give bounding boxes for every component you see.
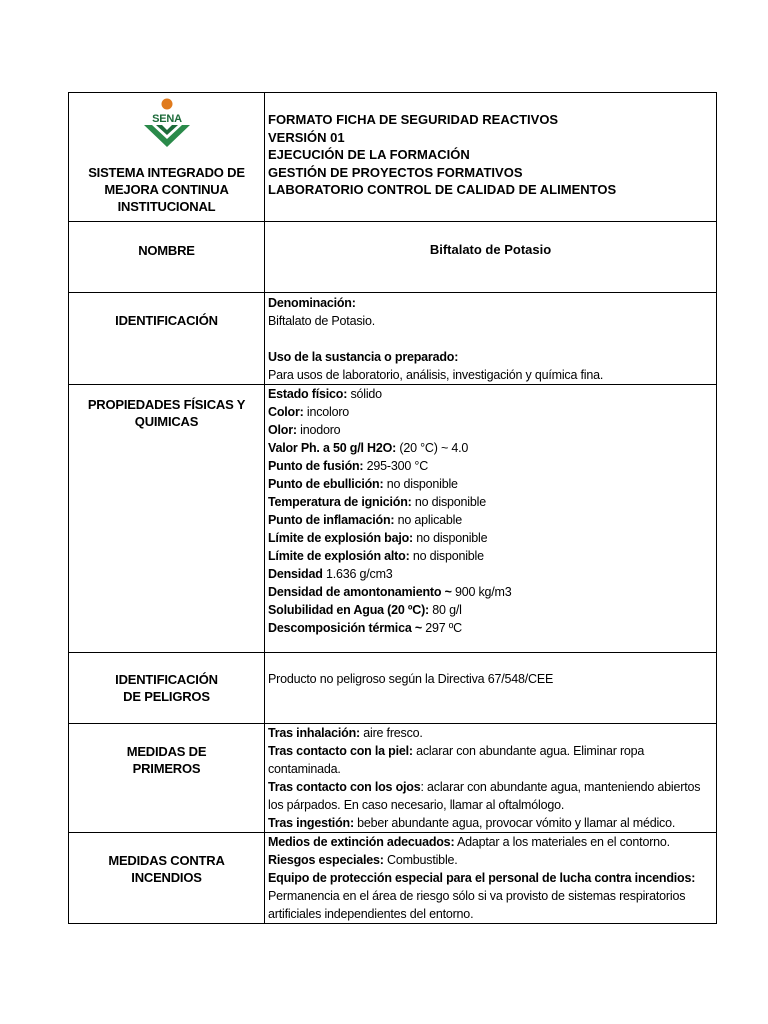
nombre-value-cell <box>265 222 717 293</box>
primeros-cell <box>265 724 717 833</box>
nombre-label-text: NOMBRE <box>138 243 195 258</box>
property-value: 1.636 g/cm3 <box>322 567 393 581</box>
peligros-label-line: DE PELIGROS <box>123 689 210 704</box>
format-line: VERSIÓN 01 <box>268 129 345 145</box>
property-value: no disponible <box>411 495 486 509</box>
property-value: no aplicable <box>394 513 462 527</box>
incendios-item <box>268 851 716 869</box>
sena-logo-icon <box>136 97 198 149</box>
spacer <box>268 330 716 348</box>
primeros-item <box>268 742 716 778</box>
primeros-item-value: aire fresco. <box>359 726 423 740</box>
incendios-item-label: Medios de extinción adecuados: <box>268 835 455 849</box>
property-value: inodoro <box>296 423 341 437</box>
incendios-cell <box>265 833 717 924</box>
incendios-item <box>268 869 716 923</box>
property-label: Solubilidad en Agua (20 ºC): <box>268 603 430 617</box>
format-line: LABORATORIO CONTROL DE CALIDAD DE ALIMENTOS <box>268 182 617 197</box>
property-value: no disponible <box>413 531 488 545</box>
org-line: INSTITUCIONAL <box>117 199 216 214</box>
property-item <box>268 583 716 601</box>
property-value: incoloro <box>303 405 350 419</box>
format-cell <box>265 93 717 222</box>
property-item <box>268 565 716 583</box>
property-label: Descomposición térmica ~ <box>268 621 422 635</box>
primeros-label-line: PRIMEROS <box>132 761 201 776</box>
uso-label: Uso de la sustancia o preparado: <box>268 350 459 364</box>
header-row <box>69 93 717 222</box>
property-label: Punto de fusión: <box>268 459 364 473</box>
incendios-item-label: Riesgos especiales: <box>268 853 384 867</box>
format-line: GESTIÓN DE PROYECTOS FORMATIVOS <box>268 164 523 180</box>
incendios-item <box>268 833 716 851</box>
property-label: Punto de ebullición: <box>268 477 384 491</box>
primeros-item <box>268 724 716 742</box>
property-value: 295-300 °C <box>363 459 429 473</box>
property-value: 900 kg/m3 <box>451 585 512 599</box>
safety-sheet-table <box>68 92 717 924</box>
primeros-item-label: Tras contacto con la piel: <box>268 744 413 758</box>
denominacion-label: Denominación: <box>268 296 356 310</box>
property-label: Punto de inflamación: <box>268 513 395 527</box>
primeros-item <box>268 814 716 832</box>
primeros-item <box>268 778 716 814</box>
primeros-row <box>69 724 717 833</box>
nombre-row <box>69 222 717 293</box>
primeros-label <box>69 724 265 833</box>
primeros-item-value: aclarar con abundante agua. Eliminar ropa contaminada. <box>268 744 645 776</box>
property-item <box>268 439 716 457</box>
incendios-item-value: Adaptar a los materiales en el contorno. <box>454 835 670 849</box>
identificacion-label <box>69 293 265 385</box>
nombre-label <box>69 222 265 293</box>
property-label: Color: <box>268 405 304 419</box>
propiedades-label-line: PROPIEDADES FÍSICAS Y <box>87 397 246 412</box>
property-label: Densidad de amontonamiento ~ <box>268 585 452 599</box>
property-item <box>268 403 716 421</box>
property-label: Límite de explosión alto: <box>268 549 410 563</box>
property-item <box>268 493 716 511</box>
property-label: Olor: <box>268 423 297 437</box>
incendios-item-label: Equipo de protección especial para el personal de lucha contra incendios: <box>268 871 696 885</box>
property-item <box>268 601 716 619</box>
identificacion-cell <box>265 293 717 385</box>
property-value: 297 ºC <box>421 621 462 635</box>
propiedades-label-line: QUIMICAS <box>134 414 199 429</box>
peligros-cell <box>265 653 717 724</box>
incendios-item-value: Permanencia en el área de riesgo sólo si va provisto de sistemas respiratorios artificiales independientes del entorno. <box>268 889 686 921</box>
svg-text:SENA: SENA <box>151 113 182 125</box>
incendios-row <box>69 833 717 924</box>
org-cell <box>69 93 265 222</box>
property-value: (20 °C) ~ 4.0 <box>396 441 469 455</box>
format-line: FORMATO FICHA DE SEGURIDAD REACTIVOS <box>268 112 559 127</box>
property-item <box>268 511 716 529</box>
property-label: Estado físico: <box>268 387 348 401</box>
primeros-item-value: beber abundante agua, provocar vómito y llamar al médico. <box>353 816 676 830</box>
format-line: EJECUCIÓN DE LA FORMACIÓN <box>268 147 470 162</box>
property-value: no disponible <box>383 477 458 491</box>
property-label: Densidad <box>268 567 323 581</box>
peligros-label <box>69 653 265 724</box>
org-line: MEJORA CONTINUA <box>104 182 229 197</box>
incendios-item-value: Combustible. <box>383 853 458 867</box>
primeros-label-line: MEDIDAS DE <box>126 744 207 759</box>
propiedades-row <box>69 385 717 653</box>
uso-value: Para usos de laboratorio, análisis, investigación y química fina. <box>268 368 604 382</box>
primeros-item-label: Tras ingestión: <box>268 816 354 830</box>
property-label: Temperatura de ignición: <box>268 495 412 509</box>
property-item <box>268 385 716 403</box>
nombre-value: Biftalato de Potasio <box>429 242 552 257</box>
org-line: SISTEMA INTEGRADO DE <box>88 165 245 180</box>
identificacion-row <box>69 293 717 385</box>
primeros-item-value: : aclarar con abundante agua, manteniendo abiertos los párpados. En caso necesario, llamar al oftalmólogo. <box>268 780 701 812</box>
property-item <box>268 529 716 547</box>
incendios-label-line: INCENDIOS <box>131 870 202 885</box>
property-label: Límite de explosión bajo: <box>268 531 414 545</box>
propiedades-label <box>69 385 265 653</box>
property-label: Valor Ph. a 50 g/l H2O: <box>268 441 397 455</box>
peligros-label-line: IDENTIFICACIÓN <box>115 672 218 687</box>
identificacion-label-text: IDENTIFICACIÓN <box>115 313 218 328</box>
property-value: sólido <box>347 387 382 401</box>
property-item <box>268 619 716 637</box>
peligros-row <box>69 653 717 724</box>
primeros-item-label: Tras inhalación: <box>268 726 360 740</box>
property-item <box>268 457 716 475</box>
property-item <box>268 475 716 493</box>
property-item <box>268 421 716 439</box>
propiedades-cell <box>265 385 717 653</box>
peligros-value: Producto no peligroso según la Directiva 67/548/CEE <box>268 672 554 686</box>
incendios-label-line: MEDIDAS CONTRA <box>108 853 225 868</box>
denominacion-value: Biftalato de Potasio. <box>268 314 375 328</box>
primeros-item-label: Tras contacto con los ojos <box>268 780 421 794</box>
property-value: 80 g/l <box>429 603 462 617</box>
incendios-label <box>69 833 265 924</box>
property-value: no disponible <box>409 549 484 563</box>
property-item <box>268 547 716 565</box>
